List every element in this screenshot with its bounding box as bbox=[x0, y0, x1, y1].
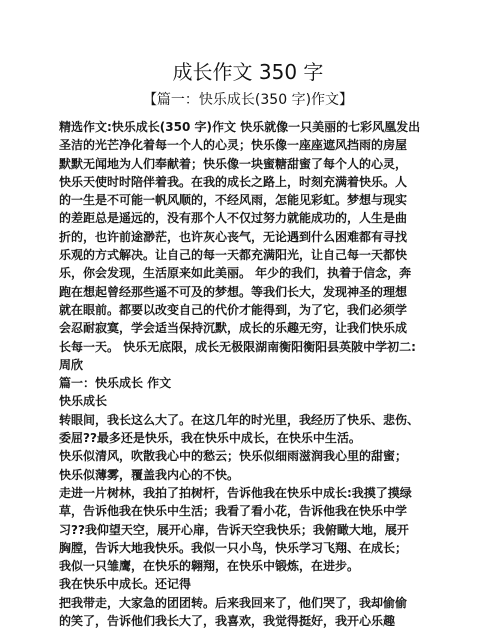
text-line: 转眼间，我长这么大了。在这几年的时光里，我经历了快乐、悲伤、 bbox=[59, 412, 420, 427]
text-line: 长每一天。 快乐无底限，成长无极限湖南衡阳衡阳县英陂中学初二: bbox=[59, 339, 416, 354]
text-line: 习??我仰望天空，展开心扉，告诉天空我快乐；我俯瞰大地，展开 bbox=[59, 522, 409, 537]
page-title: 成长作文 350 字 bbox=[172, 60, 324, 84]
text-line: 我似一只雏鹰，在快乐的翱翔，在快乐中锻炼，在进步。 bbox=[59, 559, 360, 574]
text-line: 草，告诉他我在快乐中生活；我看了看小花，告诉他我在快乐中学 bbox=[59, 504, 408, 519]
text-line: 精选作文:快乐成长(350 字)作文 快乐就像一只美丽的七彩风凰发出 bbox=[59, 120, 421, 134]
text-line: 的差距总是遥远的，没有那个人不仅过努力就能成功的，人生是曲 bbox=[59, 211, 408, 226]
text-line: 快乐成长 bbox=[59, 394, 108, 409]
text-line: 折的，也许前途渺茫，也许灰心丧气，无论遇到什么困难都有寻找 bbox=[59, 229, 408, 244]
text-line: 周欣 bbox=[59, 357, 84, 372]
text-line: 走进一片树林，我拍了拍树杆，告诉他我在快乐中成长:我摸了摸绿 bbox=[59, 485, 412, 500]
article-body bbox=[59, 118, 449, 630]
text-line: 乐观的方式解决。让自己的每一天都充满阳光，让自己每一天都快 bbox=[59, 248, 408, 263]
text-line: 胸膛，告诉大地我快乐。我似一只小鸟，快乐学习飞翔、在成长； bbox=[59, 540, 408, 555]
text-line: 就在眼前。都要以改变自己的代价才能得到，为了它，我们必须学 bbox=[59, 302, 408, 317]
section-heading: 【篇一：快乐成长(350 字)作文】 bbox=[142, 92, 354, 108]
text-line: 快乐似清风，吹散我心中的愁云；快乐似细雨滋润我心里的甜蜜； bbox=[59, 449, 408, 464]
text-line: 乐，你会发现，生活原来如此美丽。 年少的我们，执着于信念，奔 bbox=[59, 266, 412, 281]
text-line: 快乐似薄雾，覆盖我内心的不快。 bbox=[59, 467, 240, 482]
text-line: 把我带走，大家急的团团转。后来我回来了，他们哭了，我却偷偷 bbox=[59, 595, 408, 610]
text-line: 委屈??最多还是快乐，我在快乐中成长，在快乐中生活。 bbox=[59, 431, 361, 446]
text-line: 的一生是不可能一帆风顺的，不经风雨，怎能见彩虹。梦想与现实 bbox=[59, 193, 408, 208]
text-line: 会忍耐寂寞，学会适当保持沉默，成长的乐趣无穷，让我们快乐成 bbox=[59, 321, 408, 336]
text-line: 的笑了，告诉他们我长大了，我喜欢，我觉得挺好，我开心乐趣 bbox=[59, 614, 396, 629]
text-line: 圣洁的光芒净化着每一个人的心灵；快乐像一座座遮风挡雨的房屋 bbox=[59, 138, 408, 153]
text-line: 我在快乐中成长。还记得 bbox=[59, 577, 192, 592]
text-line: 默默无闻地为人们奉献着；快乐像一块蜜糖甜蜜了每个人的心灵， bbox=[59, 156, 408, 171]
text-line: 篇一：快乐成长 作文 bbox=[59, 376, 172, 391]
text-line: 跑在想起曾经那些遥不可及的梦想。等我们长大，发现神圣的理想 bbox=[59, 284, 408, 299]
text-line: 快乐天使时时陪伴着我。在我的成长之路上，时刻充满着快乐。人 bbox=[59, 174, 408, 189]
